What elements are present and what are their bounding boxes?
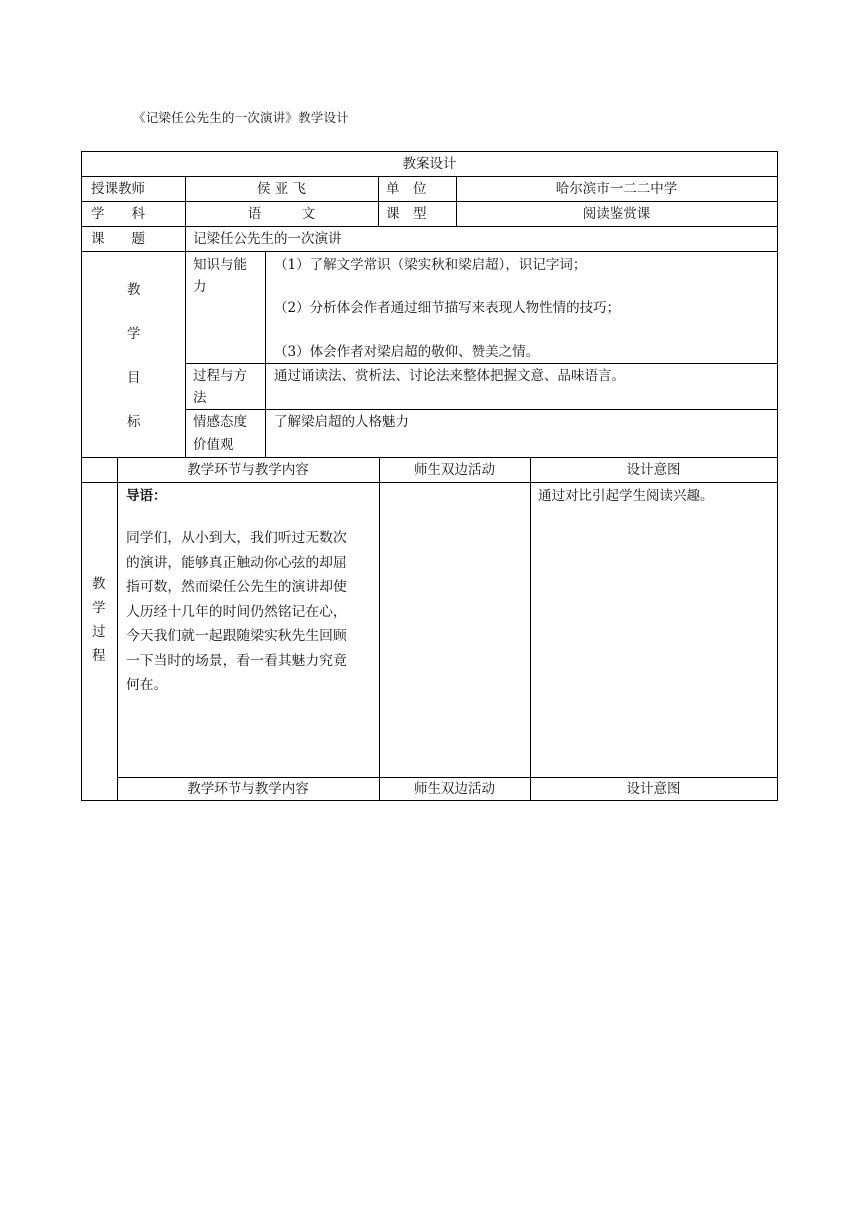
goal-knowledge-item: （2）分析体会作者通过细节描写来表现人物性情的技巧； — [274, 300, 621, 316]
goal-knowledge-item: （3）体会作者对梁启超的敬仰、赞美之情。 — [274, 344, 540, 360]
intro-line: 指可数，然而梁任公先生的演讲却使 — [126, 579, 347, 595]
goal-knowledge-item: （1）了解文学常识（梁实秋和梁启超），识记字词； — [274, 257, 587, 273]
process-label-char: 程 — [92, 648, 106, 664]
intro-line: 何在。 — [126, 677, 168, 693]
goal-attitude-label: 价值观 — [193, 437, 234, 453]
unit-label: 单 位 — [386, 181, 427, 197]
type-value: 阅读鉴赏课 — [582, 206, 651, 222]
goal-knowledge-label: 力 — [193, 279, 207, 295]
rule — [81, 151, 778, 152]
goal-process-item: 通过诵读法、赏析法、讨论法来整体把握文意、品味语言。 — [274, 368, 625, 384]
goal-knowledge-label: 知识与能 — [193, 257, 247, 273]
intro-line: 的演讲，能够真正触动你心弦的却屈 — [126, 554, 347, 571]
rule — [81, 457, 778, 458]
header-activity: 师生双边活动 — [414, 462, 495, 478]
goal-attitude-label: 情感态度 — [193, 414, 247, 430]
goal-attitude-item: 了解梁启超的人格魅力 — [274, 414, 409, 430]
goals-label-char: 学 — [127, 326, 141, 342]
intro-line: 今天我们就一起跟随梁实秋先生回顾 — [126, 628, 347, 644]
rule — [81, 151, 82, 801]
rule — [185, 363, 778, 364]
goal-process-label: 法 — [193, 390, 207, 406]
goals-label-char: 目 — [127, 370, 141, 386]
document-title: 《记梁任公先生的一次演讲》教学设计 — [133, 110, 349, 125]
lesson-plan-table — [81, 151, 778, 801]
footer-intent: 设计意图 — [626, 781, 681, 797]
subject-label: 学 科 — [91, 206, 145, 222]
rule — [81, 800, 778, 801]
rule — [185, 409, 778, 410]
rule — [379, 457, 380, 801]
goals-label-char: 教 — [127, 282, 141, 298]
teacher-label: 授课教师 — [91, 181, 145, 197]
intro-line: 一下当时的场景，看一看其魅力究竟 — [126, 652, 347, 669]
goals-label-char: 标 — [127, 414, 141, 430]
rule — [81, 482, 778, 483]
rule — [117, 457, 118, 801]
process-label-char: 学 — [92, 600, 106, 616]
intro-paragraph — [126, 526, 347, 698]
process-label-char: 过 — [92, 624, 106, 640]
rule — [777, 151, 778, 801]
table-caption: 教案设计 — [402, 156, 457, 172]
goal-process-label: 过程与方 — [193, 368, 247, 384]
topic-label: 课 题 — [91, 231, 145, 247]
teacher-value: 侯 亚 飞 — [256, 181, 307, 197]
rule — [530, 457, 531, 801]
rule — [265, 251, 266, 457]
process-label-char: 教 — [92, 576, 106, 592]
rule — [378, 176, 379, 226]
header-intent: 设计意图 — [626, 462, 681, 478]
intent-cell: 通过对比引起学生阅读兴趣。 — [538, 488, 714, 504]
topic-value: 记梁任公先生的一次演讲 — [193, 231, 342, 247]
subject-value: 语 文 — [247, 206, 316, 222]
type-label: 课 型 — [386, 206, 427, 222]
header-content: 教学环节与教学内容 — [187, 462, 309, 478]
footer-content: 教学环节与教学内容 — [187, 781, 309, 797]
footer-activity: 师生双边活动 — [414, 781, 495, 797]
intro-line: 同学们，从小到大，我们听过无数次 — [126, 530, 347, 546]
intro-heading: 导语： — [126, 488, 167, 504]
intro-line: 人历经十几年的时间仍然铭记在心， — [126, 603, 347, 620]
unit-value: 哈尔滨市一二二中学 — [555, 181, 678, 197]
